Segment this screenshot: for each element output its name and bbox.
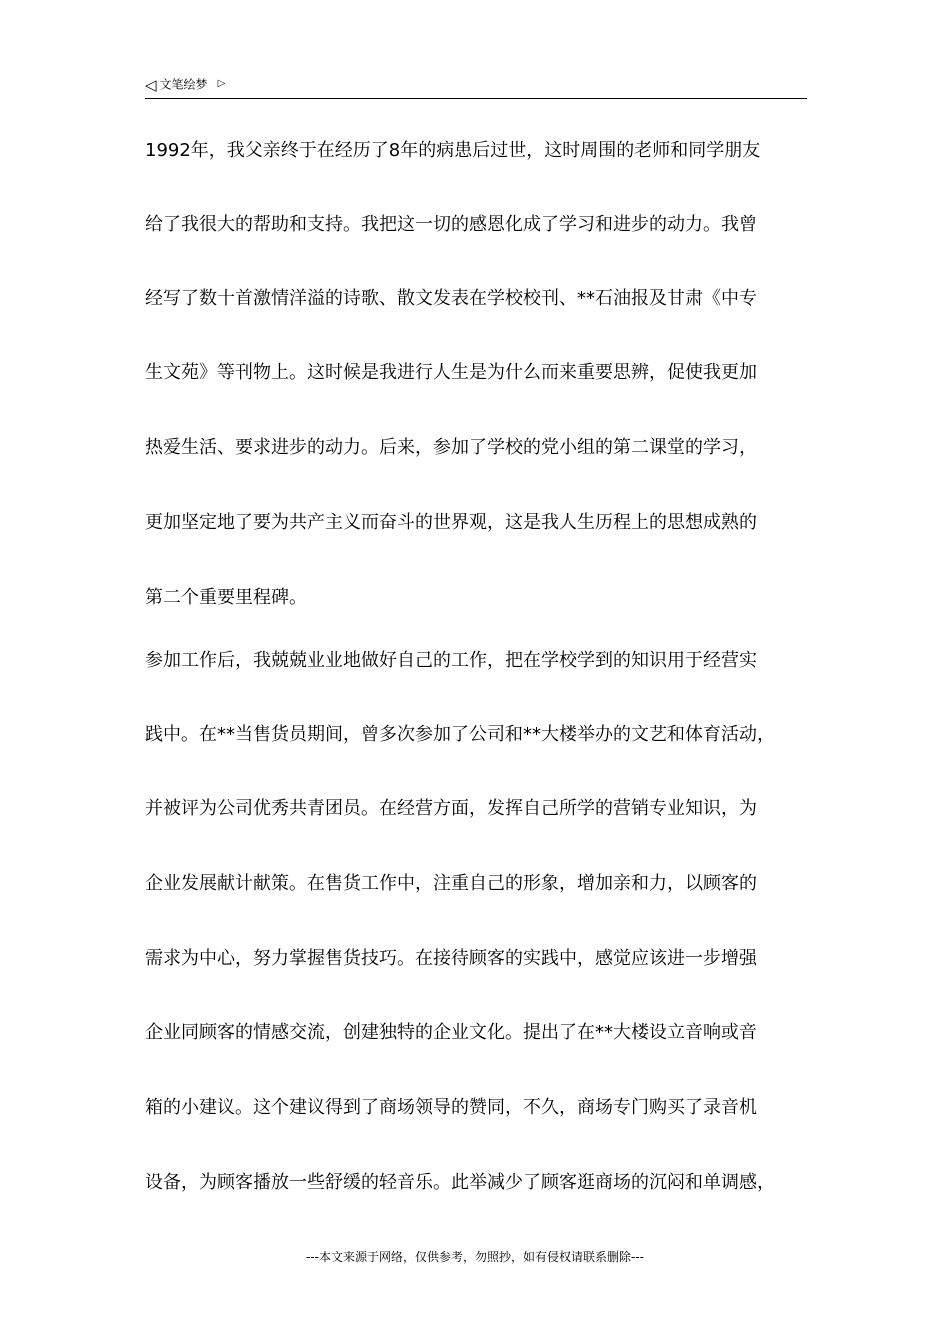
text-line: 践中。在**当售货员期间，曾多次参加了公司和**大楼举办的文艺和体育活动，: [145, 724, 775, 745]
triangle-left-icon: ◁: [145, 75, 157, 94]
text-line: 生文苑》等刊物上。这时候是我进行人生是为什么而来重要思辨，促使我更加: [145, 362, 757, 383]
triangle-right-icon: ▷: [217, 78, 226, 89]
text-line: 经写了数十首激情洋溢的诗歌、散文发表在学校校刊、**石油报及甘肃《中专: [145, 288, 757, 309]
text-line: 企业发展献计献策。在售货工作中，注重自己的形象，增加亲和力，以顾客的: [145, 873, 757, 894]
text-line: 并被评为公司优秀共青团员。在经营方面，发挥自己所学的营销专业知识，为: [145, 798, 757, 819]
text-line: 更加坚定地了要为共产主义而奋斗的世界观，这是我人生历程上的思想成熟的: [145, 512, 757, 533]
text-line: 1992年，我父亲终于在经历了8年的病患后过世，这时周围的老师和同学朋友: [145, 140, 761, 161]
header-title: 文笔绘梦: [159, 77, 208, 92]
text-line: 第二个重要里程碑。: [145, 587, 307, 608]
page-header: [145, 74, 807, 99]
text-line: 需求为中心，努力掌握售货技巧。在接待顾客的实践中，感觉应该进一步增强: [145, 948, 757, 969]
text-line: 参加工作后，我兢兢业业地做好自己的工作，把在学校学到的知识用于经营实: [145, 650, 757, 671]
text-line: 箱的小建议。这个建议得到了商场领导的赞同，不久，商场专门购买了录音机: [145, 1097, 757, 1118]
text-line: 企业同顾客的情感交流，创建独特的企业文化。提出了在**大楼设立音响或音: [145, 1022, 757, 1043]
text-line: 设备，为顾客播放一些舒缓的轻音乐。此举减少了顾客逛商场的沉闷和单调感，: [145, 1172, 775, 1193]
text-line: 给了我很大的帮助和支持。我把这一切的感恩化成了学习和进步的动力。我曾: [145, 214, 757, 235]
page-footer: ---本文来源于网络，仅供参考，勿照抄，如有侵权请联系删除---: [306, 1250, 644, 1264]
text-line: 热爱生活、要求进步的动力。后来，参加了学校的党小组的第二课堂的学习，: [145, 437, 757, 458]
